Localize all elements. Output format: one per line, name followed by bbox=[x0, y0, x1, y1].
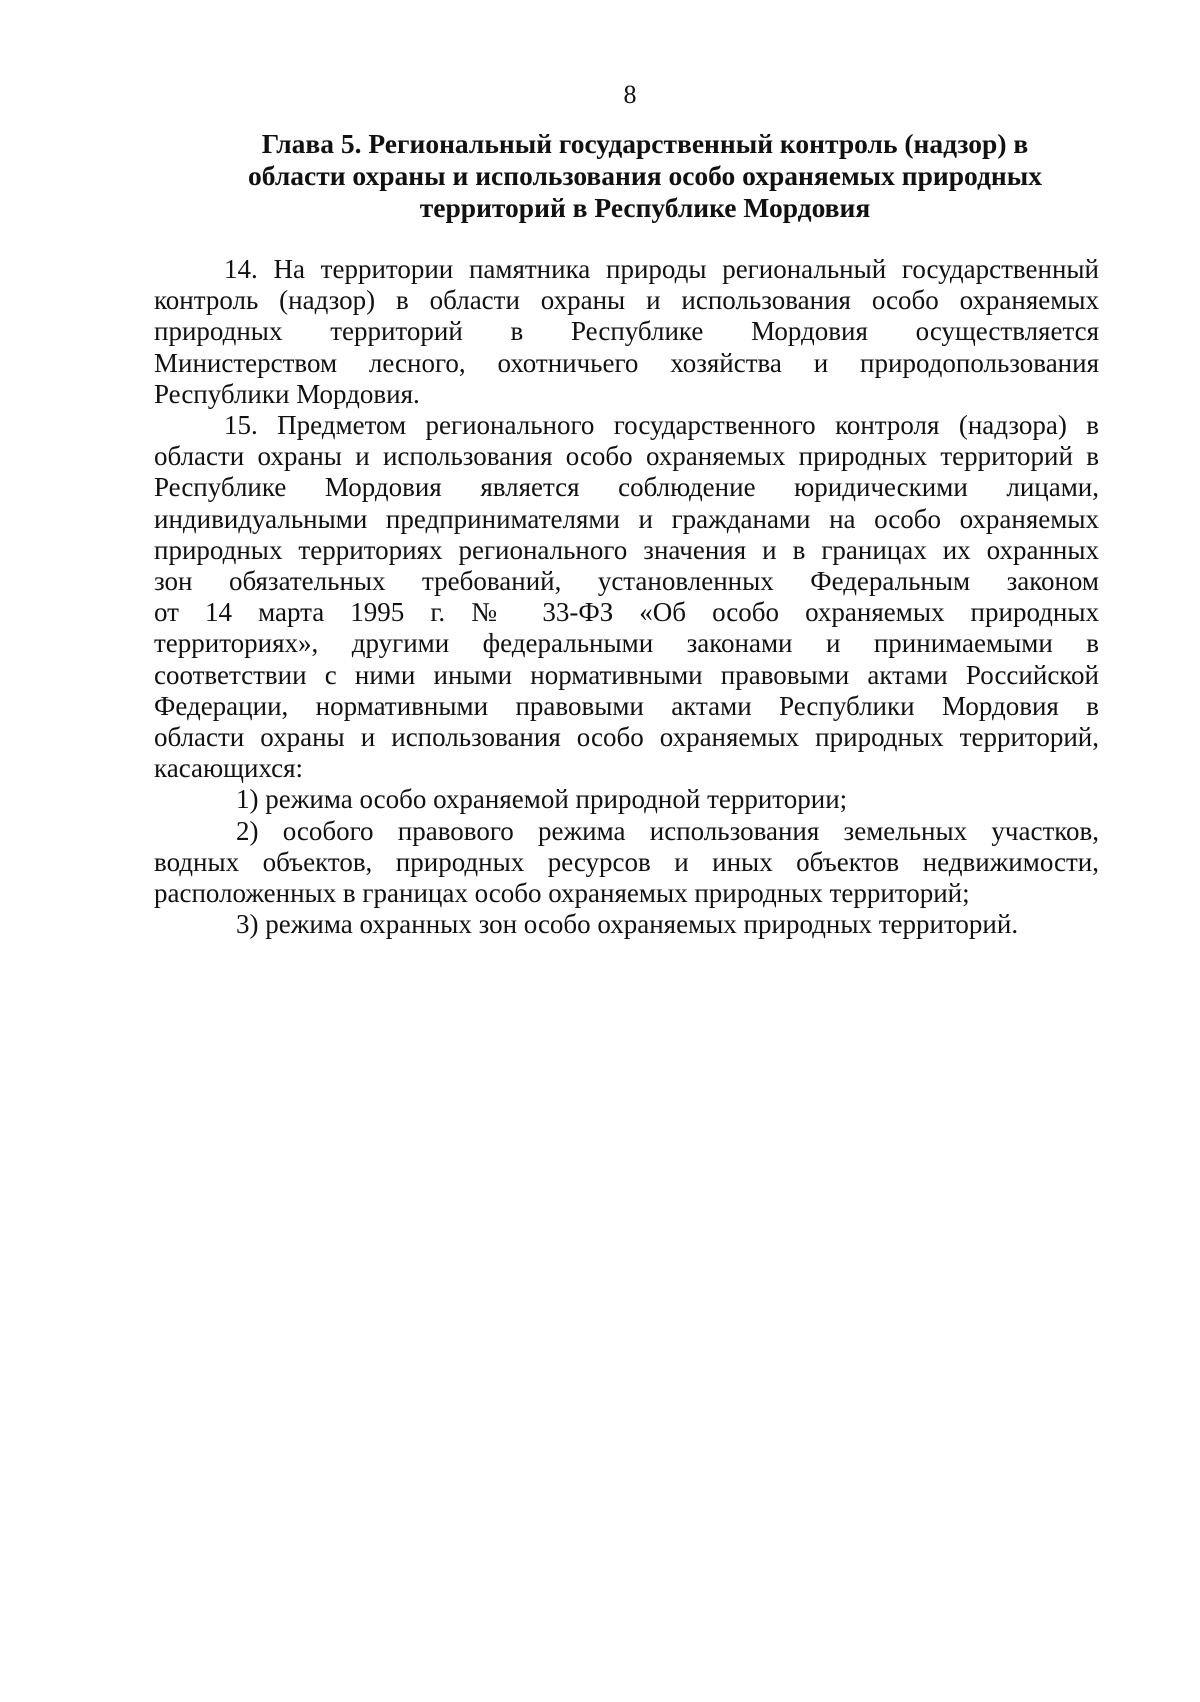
chapter-title-line-3: территорий в Республике Мордовия bbox=[419, 192, 871, 223]
paragraph-14-line-4: Министерством лесного, охотничьего хозяйства и природопользования bbox=[154, 347, 1099, 378]
chapter-title bbox=[205, 128, 1085, 224]
paragraph-15-line-2: области охраны и использования особо охраняемых природных территорий в bbox=[154, 441, 1099, 472]
paragraph-15-line-6: зон обязательных требований, установленных Федеральным законом bbox=[154, 566, 1099, 597]
document-body bbox=[154, 254, 1099, 940]
page-number: 8 bbox=[623, 80, 637, 109]
list-item-3 bbox=[154, 909, 1099, 940]
list-item-2 bbox=[154, 816, 1099, 910]
paragraph-14-line-1: 14. На территории памятника природы региональный государственный bbox=[224, 254, 1099, 284]
paragraph-15 bbox=[154, 410, 1099, 784]
chapter-title-line-1: Глава 5. Региональный государственный контроль (надзор) в bbox=[261, 128, 1029, 159]
paragraph-15-line-9: соответствии с ними иными нормативными правовыми актами Российской bbox=[154, 659, 1099, 690]
list-item-2-line-3: расположенных в границах особо охраняемых природных территорий; bbox=[154, 878, 970, 909]
list-item-3-line-1: 3) режима охранных зон особо охраняемых природных территорий. bbox=[236, 909, 1019, 940]
paragraph-15-line-5: природных территориях регионального значения и в границах их охранных bbox=[154, 534, 1099, 565]
list-item-2-line-2: водных объектов, природных ресурсов и иных объектов недвижимости, bbox=[154, 846, 1099, 877]
paragraph-14-line-3: природных территорий в Республике Мордовия осуществляется bbox=[154, 316, 1099, 347]
paragraph-15-line-8: территориях», другими федеральными законами и принимаемыми в bbox=[154, 628, 1099, 659]
paragraph-14-line-5: Республики Мордовия. bbox=[154, 378, 420, 409]
paragraph-15-line-11: области охраны и использования особо охраняемых природных территорий, bbox=[154, 722, 1099, 753]
list-item-1 bbox=[154, 784, 1099, 815]
paragraph-15-line-10: Федерации, нормативными правовыми актами Республики Мордовия в bbox=[154, 690, 1099, 721]
paragraph-15-line-7: от 14 марта 1995 г. № 33-ФЗ «Об особо охраняемых природных bbox=[154, 597, 1099, 628]
list-item-2-line-1: 2) особого правового режима использования земельных участков, bbox=[236, 815, 1099, 846]
list-item-1-line-1: 1) режима особо охраняемой природной территории; bbox=[236, 784, 848, 815]
paragraph-15-line-12: касающихся: bbox=[154, 753, 304, 784]
chapter-title-line-2: области охраны и использования особо охраняемых природных bbox=[248, 160, 1042, 191]
paragraph-15-line-3: Республике Мордовия является соблюдение юридическими лицами, bbox=[154, 472, 1099, 503]
paragraph-14-line-2: контроль (надзор) в области охраны и использования особо охраняемых bbox=[154, 285, 1099, 316]
paragraph-15-line-4: индивидуальными предпринимателями и гражданами на особо охраняемых bbox=[154, 503, 1099, 534]
paragraph-15-line-1: 15. Предметом регионального государственного контроля (надзора) в bbox=[224, 410, 1099, 441]
paragraph-14 bbox=[154, 254, 1099, 410]
